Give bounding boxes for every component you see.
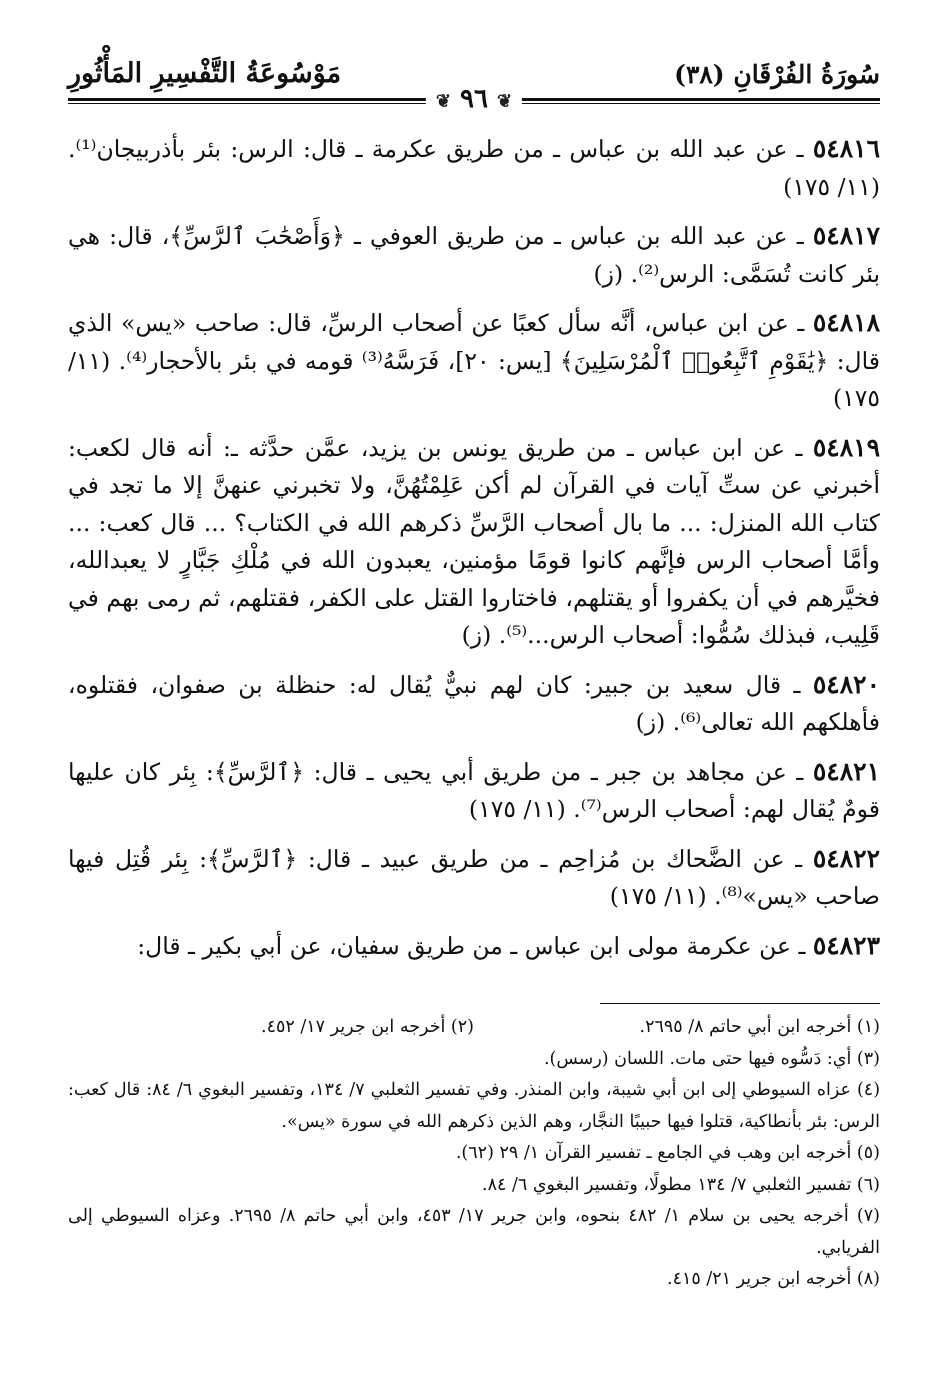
entry: [68, 666, 880, 742]
page-header: [68, 50, 880, 114]
entry: [68, 753, 880, 829]
footnote-5: (٥) أخرجه ابن وهب في الجامع ـ تفسير القرآن ١/ ٢٩ (٦٢).: [455, 1143, 880, 1163]
footnote-4: (٤) عزاه السيوطي إلى ابن أبي شيبة، وابن المنذر. وفي تفسير الثعلبي ٧/ ١٣٤، وتفسير البغوي ٦/ ٨٤: قال كعب: الرس: بئر بأنطاكية، قتلوا فيها حبيبًا النجَّار، وهم الذين ذكرهم الله في سورة «يس».: [68, 1080, 881, 1132]
page-number-badge: [426, 84, 522, 114]
footnote-separator: [600, 1003, 880, 1004]
entry-number: ٥٤٨٢٠: [812, 669, 880, 699]
entry-text: ـ قال سعيد بن جبير: كان لهم نبيٌّ يُقال له: حنظلة بن صفوان، فقتلوه، فأهلكهم الله تعالى⁽⁶⁾. (ز): [68, 670, 880, 736]
footnote-7: (٧) أخرجه يحيى بن سلام ١/ ٤٨٢ بنحوه، وابن جرير ١٧/ ٤٥٣، وابن أبي حاتم ٨/ ٢٦٩٥. وعزاه السيوطي إلى الفريابي.: [68, 1206, 880, 1258]
entry-number: ٥٤٨١٨: [812, 308, 880, 337]
entry-number: ٥٤٨١٧: [812, 221, 880, 250]
entry-number: ٥٤٨٢٢: [812, 843, 880, 873]
entry: [68, 927, 880, 966]
footnote-2: (٢) أخرجه ابن جرير ١٧/ ٤٥٢.: [261, 1017, 474, 1037]
entry-text: ـ عن عبد الله بن عباس ـ من طريق عكرمة ـ قال: الرس: بئر بأذربيجان⁽¹⁾. (١١/ ١٧٥): [68, 135, 880, 201]
entry-text: ـ عن مجاهد بن جبر ـ من طريق أبي يحيى ـ قال: ﴿ٱلرَّسِّ﴾: بِئر كان عليها قومٌ يُقال لهم: أصحاب الرس⁽⁷⁾. (١١/ ١٧٥): [68, 757, 880, 823]
entry-text: ـ عن ابن عباس ـ من طريق يونس بن يزيد، عمَّن حدَّثه ـ: أنه قال لكعب: أخبرني عن ستِّ آيات في القرآن لم أكن عَلِمْتُهُنَّ، ولا تخبرني عنهنَّ إلا ما تجد في كتاب الله المنزل: ... ما بال أصحاب الرَّسِّ ذكرهم الله في الكتاب؟ ... قال كعب: ... وأمَّا أصحاب الرس فإنَّهم كانوا قومًا مؤمنين، يعبدون الله في مُلْكِ جَبَّارٍ لا يعبدالله، فخيَّرهم في أن يكفروا أو يقتلهم، فاختاروا القتل على الكفر، فقتلهم، ثم رمى بهم في قَلِيب، فبذلك سُمُّوا: أصحاب الرس...⁽⁵⁾. (ز): [68, 433, 880, 649]
entry: [68, 304, 880, 418]
footnote-6: (٦) تفسير الثعلبي ٧/ ١٣٤ مطولًا، وتفسير البغوي ٦/ ٨٤.: [482, 1174, 880, 1195]
entry: [68, 130, 880, 206]
entry-text: ـ عن عكرمة مولى ابن عباس ـ من طريق سفيان، عن أبي بكير ـ قال:: [137, 931, 813, 960]
ornament-icon: ❦: [435, 91, 451, 112]
entry-text: ـ عن ابن عباس، أنَّه سأل كعبًا عن أصحاب الرسِّ، قال: صاحب «يس» الذي قال: ﴿يَٰقَوْمِ ٱتَّبِعُوا۟ ٱلْمُرْسَلِينَ﴾ [يس: ٢٠]، فَرَسَّهُ⁽³⁾ قومه في بئر بالأحجار⁽⁴⁾. (١١/ ١٧٥): [68, 309, 881, 412]
footnote-1: (١) أخرجه ابن أبي حاتم ٨/ ٢٦٩٥.: [639, 1017, 880, 1037]
footnote-row: [68, 1012, 880, 1044]
surah-title: سُورَةُ الفُرْقَانِ (٣٨): [674, 60, 880, 89]
entry-number: ٥٤٨١٩: [812, 432, 880, 462]
entry-text: ـ عن الضَّحاك بن مُزاحِم ـ من طريق عبيد ـ قال: ﴿ٱلرَّسِّ﴾: بِئر قُتِل فيها صاحب «يس»⁽⁸⁾. (١١/ ١٧٥): [68, 844, 880, 910]
page-number: ٩٦: [460, 84, 488, 114]
main-text: [68, 130, 880, 976]
book-title: مَوْسُوعَةُ التَّفْسِيرِ المَأْثُورِ: [68, 58, 342, 89]
entry: [68, 840, 880, 916]
entry-text: ـ عن عبد الله بن عباس ـ من طريق العوفي ـ ﴿وَأَصْحَٰبَ ٱلرَّسِّ﴾، قال: هي بئر كانت تُسَمَّى: الرس⁽²⁾. (ز): [68, 222, 880, 288]
footnotes: [68, 1012, 880, 1296]
footnote-8: (٨) أخرجه ابن جرير ٢١/ ٤١٥.: [667, 1269, 880, 1289]
entry-number: ٥٤٨١٦: [812, 134, 880, 163]
ornament-icon: ❦: [497, 91, 513, 112]
entry: [68, 217, 880, 293]
entry: [68, 429, 880, 655]
footnote-3: (٣) أي: دَسُّوه فيها حتى مات. اللسان (رسس).: [543, 1048, 880, 1069]
entry-number: ٥٤٨٢١: [812, 756, 880, 786]
entry-number: ٥٤٨٢٣: [812, 930, 880, 960]
